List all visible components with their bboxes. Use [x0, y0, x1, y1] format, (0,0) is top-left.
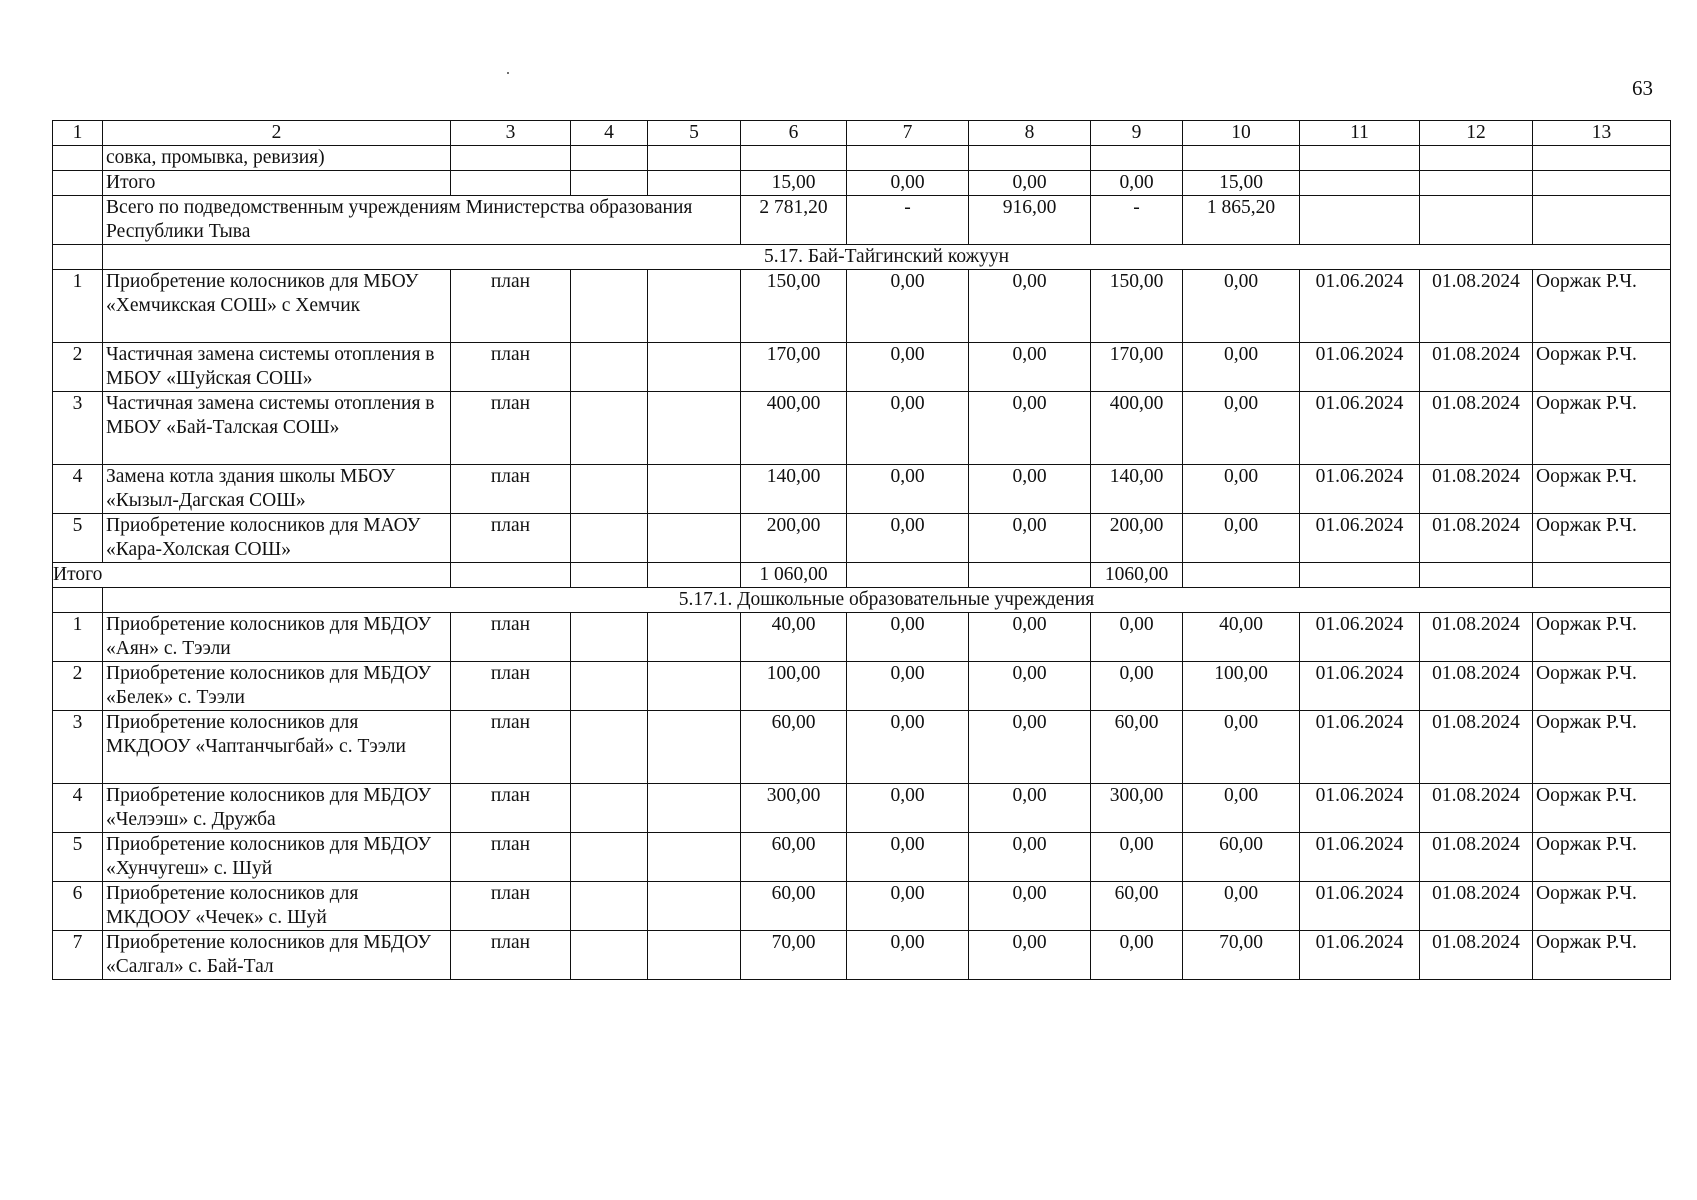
header-cell: 13	[1533, 121, 1671, 146]
end-date-cell: 01.08.2024	[1420, 662, 1533, 711]
value-cell: 40,00	[741, 613, 847, 662]
table-row	[53, 784, 1671, 833]
value-cell: 0,00	[1183, 392, 1300, 465]
plan-table	[52, 120, 1671, 980]
value-cell: 170,00	[1091, 343, 1183, 392]
value-cell: 0,00	[847, 171, 969, 196]
value-cell: 0,00	[1183, 514, 1300, 563]
value-cell: 70,00	[741, 931, 847, 980]
table-row	[53, 514, 1671, 563]
value-cell: 0,00	[847, 711, 969, 784]
row-type: план	[451, 833, 571, 882]
value-cell: 0,00	[1091, 613, 1183, 662]
row-description: Итого	[103, 171, 451, 196]
responsible-cell: Ооржак Р.Ч.	[1533, 882, 1671, 931]
section-total-row	[53, 563, 1671, 588]
value-cell: 0,00	[1091, 931, 1183, 980]
end-date-cell: 01.08.2024	[1420, 931, 1533, 980]
row-type: план	[451, 784, 571, 833]
value-cell: 0,00	[847, 662, 969, 711]
section-title: 5.17. Бай-Тайгинский кожуун	[103, 245, 1671, 270]
row-description: Частичная замена системы отопления в МБОУ «Шуйская СОШ»	[103, 343, 451, 392]
value-cell: 0,00	[1183, 784, 1300, 833]
table-row	[53, 171, 1671, 196]
row-number: 6	[53, 882, 103, 931]
row-number: 5	[53, 833, 103, 882]
row-number: 2	[53, 343, 103, 392]
row-description: Приобретение колосников для МКДООУ «Чаптанчыгбай» с. Тээли	[103, 711, 451, 784]
start-date-cell: 01.06.2024	[1300, 711, 1420, 784]
row-description: Приобретение колосников для МБОУ «Хемчикская СОШ» с Хемчик	[103, 270, 451, 343]
value-cell: 400,00	[1091, 392, 1183, 465]
table-row	[53, 662, 1671, 711]
responsible-cell: Ооржак Р.Ч.	[1533, 833, 1671, 882]
value-cell: 0,00	[969, 465, 1091, 514]
value-cell: 0,00	[847, 392, 969, 465]
row-description: Приобретение колосников для МБДОУ «Белек» с. Тээли	[103, 662, 451, 711]
value-cell: 1 865,20	[1183, 196, 1300, 245]
value-cell: 140,00	[741, 465, 847, 514]
value-cell: 0,00	[969, 882, 1091, 931]
value-cell: 0,00	[847, 613, 969, 662]
value-cell: -	[1091, 196, 1183, 245]
value-cell: 0,00	[969, 833, 1091, 882]
end-date-cell: 01.08.2024	[1420, 465, 1533, 514]
end-date-cell: 01.08.2024	[1420, 711, 1533, 784]
row-description: совка, промывка, ревизия)	[103, 146, 451, 171]
value-cell: 60,00	[1091, 882, 1183, 931]
value-cell: 70,00	[1183, 931, 1300, 980]
responsible-cell: Ооржак Р.Ч.	[1533, 784, 1671, 833]
value-cell: 0,00	[1183, 465, 1300, 514]
value-cell: 100,00	[741, 662, 847, 711]
value-cell: 0,00	[1091, 662, 1183, 711]
value-cell: 0,00	[847, 270, 969, 343]
end-date-cell: 01.08.2024	[1420, 343, 1533, 392]
ministry-total-label: Всего по подведомственным учреждениям Министерства образования Республики Тыва	[103, 196, 741, 245]
responsible-cell: Ооржак Р.Ч.	[1533, 392, 1671, 465]
row-description: Приобретение колосников для МБДОУ «Аян» с. Тээли	[103, 613, 451, 662]
value-cell: 0,00	[1183, 343, 1300, 392]
page-number: 63	[1632, 76, 1653, 100]
row-number: 4	[53, 784, 103, 833]
start-date-cell: 01.06.2024	[1300, 270, 1420, 343]
row-number: 4	[53, 465, 103, 514]
section-heading-row	[53, 588, 1671, 613]
header-cell: 5	[648, 121, 741, 146]
start-date-cell: 01.06.2024	[1300, 343, 1420, 392]
value-cell: 300,00	[1091, 784, 1183, 833]
table-row	[53, 931, 1671, 980]
responsible-cell: Ооржак Р.Ч.	[1533, 662, 1671, 711]
value-cell: 0,00	[847, 514, 969, 563]
row-description: Приобретение колосников для МБДОУ «Салгал» с. Бай-Тал	[103, 931, 451, 980]
header-cell: 7	[847, 121, 969, 146]
value-cell: 40,00	[1183, 613, 1300, 662]
row-type: план	[451, 882, 571, 931]
header-cell: 1	[53, 121, 103, 146]
value-cell: 1060,00	[1091, 563, 1183, 588]
responsible-cell: Ооржак Р.Ч.	[1533, 343, 1671, 392]
end-date-cell: 01.08.2024	[1420, 784, 1533, 833]
row-description: Замена котла здания школы МБОУ «Кызыл-Дагская СОШ»	[103, 465, 451, 514]
responsible-cell: Ооржак Р.Ч.	[1533, 270, 1671, 343]
value-cell: 0,00	[969, 392, 1091, 465]
end-date-cell: 01.08.2024	[1420, 613, 1533, 662]
start-date-cell: 01.06.2024	[1300, 465, 1420, 514]
header-cell: 8	[969, 121, 1091, 146]
start-date-cell: 01.06.2024	[1300, 514, 1420, 563]
row-description: Приобретение колосников для МКДООУ «Чечек» с. Шуй	[103, 882, 451, 931]
row-number: 7	[53, 931, 103, 980]
responsible-cell: Ооржак Р.Ч.	[1533, 514, 1671, 563]
responsible-cell: Ооржак Р.Ч.	[1533, 711, 1671, 784]
value-cell: 60,00	[1091, 711, 1183, 784]
table-row	[53, 833, 1671, 882]
value-cell: 0,00	[847, 465, 969, 514]
start-date-cell: 01.06.2024	[1300, 662, 1420, 711]
row-type: план	[451, 514, 571, 563]
value-cell: 916,00	[969, 196, 1091, 245]
value-cell: 150,00	[741, 270, 847, 343]
responsible-cell: Ооржак Р.Ч.	[1533, 465, 1671, 514]
value-cell: 60,00	[741, 711, 847, 784]
row-type: план	[451, 711, 571, 784]
value-cell: 60,00	[741, 833, 847, 882]
table-row	[53, 146, 1671, 171]
value-cell: 0,00	[969, 784, 1091, 833]
value-cell: 0,00	[1091, 833, 1183, 882]
responsible-cell: Ооржак Р.Ч.	[1533, 613, 1671, 662]
value-cell: 0,00	[969, 270, 1091, 343]
start-date-cell: 01.06.2024	[1300, 784, 1420, 833]
row-number: 1	[53, 613, 103, 662]
row-type: план	[451, 931, 571, 980]
value-cell: 0,00	[969, 931, 1091, 980]
row-type: план	[451, 465, 571, 514]
section-total-label: Итого	[53, 563, 451, 588]
value-cell: 15,00	[741, 171, 847, 196]
value-cell: 0,00	[969, 514, 1091, 563]
scan-dot	[507, 72, 509, 74]
end-date-cell: 01.08.2024	[1420, 392, 1533, 465]
value-cell: 0,00	[847, 931, 969, 980]
row-description: Приобретение колосников для МБДОУ «Хунчугеш» с. Шуй	[103, 833, 451, 882]
value-cell: 140,00	[1091, 465, 1183, 514]
section-heading-row	[53, 245, 1671, 270]
header-cell: 10	[1183, 121, 1300, 146]
value-cell: 0,00	[969, 711, 1091, 784]
start-date-cell: 01.06.2024	[1300, 931, 1420, 980]
value-cell: 0,00	[969, 171, 1091, 196]
header-cell: 11	[1300, 121, 1420, 146]
table-row	[53, 465, 1671, 514]
value-cell: -	[847, 196, 969, 245]
value-cell: 1 060,00	[741, 563, 847, 588]
header-cell: 9	[1091, 121, 1183, 146]
value-cell: 150,00	[1091, 270, 1183, 343]
value-cell: 0,00	[969, 662, 1091, 711]
end-date-cell: 01.08.2024	[1420, 833, 1533, 882]
row-type: план	[451, 613, 571, 662]
value-cell: 0,00	[969, 613, 1091, 662]
header-cell: 3	[451, 121, 571, 146]
row-number: 2	[53, 662, 103, 711]
row-type: план	[451, 662, 571, 711]
row-number: 5	[53, 514, 103, 563]
start-date-cell: 01.06.2024	[1300, 392, 1420, 465]
table-row	[53, 711, 1671, 784]
section-title: 5.17.1. Дошкольные образовательные учреждения	[103, 588, 1671, 613]
header-row	[53, 121, 1671, 146]
header-cell: 12	[1420, 121, 1533, 146]
table-row	[53, 343, 1671, 392]
value-cell: 0,00	[1091, 171, 1183, 196]
value-cell: 170,00	[741, 343, 847, 392]
value-cell: 0,00	[969, 343, 1091, 392]
row-number: 1	[53, 270, 103, 343]
value-cell: 0,00	[1183, 711, 1300, 784]
row-number: 3	[53, 392, 103, 465]
start-date-cell: 01.06.2024	[1300, 882, 1420, 931]
value-cell: 0,00	[1183, 270, 1300, 343]
row-description: Приобретение колосников для МАОУ «Кара-Холская СОШ»	[103, 514, 451, 563]
row-number: 3	[53, 711, 103, 784]
value-cell: 200,00	[741, 514, 847, 563]
value-cell: 200,00	[1091, 514, 1183, 563]
value-cell: 300,00	[741, 784, 847, 833]
value-cell: 60,00	[741, 882, 847, 931]
start-date-cell: 01.06.2024	[1300, 613, 1420, 662]
value-cell: 400,00	[741, 392, 847, 465]
responsible-cell: Ооржак Р.Ч.	[1533, 931, 1671, 980]
header-cell: 6	[741, 121, 847, 146]
table-row	[53, 613, 1671, 662]
value-cell: 0,00	[847, 882, 969, 931]
header-cell: 4	[571, 121, 648, 146]
value-cell: 60,00	[1183, 833, 1300, 882]
value-cell: 2 781,20	[741, 196, 847, 245]
table-row	[53, 270, 1671, 343]
row-type: план	[451, 343, 571, 392]
value-cell: 0,00	[1183, 882, 1300, 931]
value-cell: 0,00	[847, 833, 969, 882]
header-cell: 2	[103, 121, 451, 146]
table-row	[53, 882, 1671, 931]
end-date-cell: 01.08.2024	[1420, 882, 1533, 931]
row-description: Приобретение колосников для МБДОУ «Челээш» с. Дружба	[103, 784, 451, 833]
row-type: план	[451, 392, 571, 465]
value-cell: 0,00	[847, 343, 969, 392]
start-date-cell: 01.06.2024	[1300, 833, 1420, 882]
value-cell: 0,00	[847, 784, 969, 833]
row-type: план	[451, 270, 571, 343]
ministry-total-row	[53, 196, 1671, 245]
end-date-cell: 01.08.2024	[1420, 514, 1533, 563]
value-cell: 15,00	[1183, 171, 1300, 196]
end-date-cell: 01.08.2024	[1420, 270, 1533, 343]
value-cell: 100,00	[1183, 662, 1300, 711]
table-row	[53, 392, 1671, 465]
row-description: Частичная замена системы отопления в МБОУ «Бай-Талская СОШ»	[103, 392, 451, 465]
